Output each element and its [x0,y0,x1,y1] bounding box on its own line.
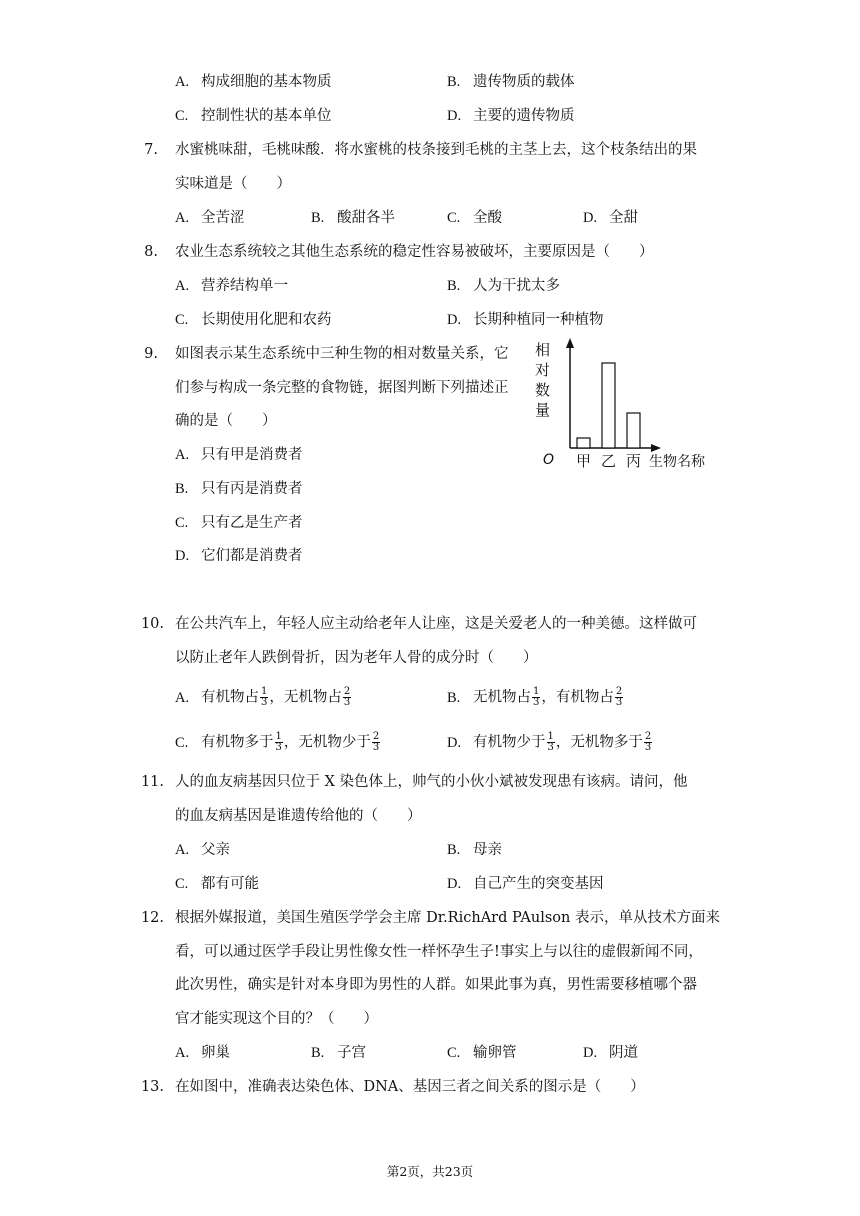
q13-stem-line-1: 在如图中，准确表达染色体、DNA、基因三者之间关系的图示是（ ） [175,1079,645,1095]
page-footer: 第2页，共23页 [386,1164,474,1179]
option-letter: D. [583,1045,598,1061]
q12-number: 12. [140,910,164,926]
q12-option-a [175,1043,230,1063]
fraction-denominator: 3 [615,697,623,708]
option-text: 母亲 [473,842,502,858]
option-text-part-1: 无机物占 [473,689,531,706]
option-text-part-2: ，无机物多于 [555,734,643,751]
option-text-part-1: 有机物多于 [201,734,274,751]
option-text: 长期种植同一种植物 [473,312,604,328]
q9-stem-line-2: 们参与构成一条完整的食物链，据图判断下列描述正 [175,380,509,396]
option-letter: C. [175,108,189,124]
option-letter: C. [175,515,189,531]
q9-option-c [175,513,303,533]
fraction-numerator: 1 [275,731,282,742]
q10-option-c [175,732,381,753]
y-axis [566,338,574,448]
option-text-part-1: 有机物占 [201,689,259,706]
category-label: 乙 [600,452,617,470]
q10-option-a [175,687,352,708]
fraction-numerator: 1 [547,731,554,742]
fraction-denominator: 3 [275,742,282,753]
q10-stem-line-1: 在公共汽车上，年轻人应主动给老年人让座，这是关爱老人的一种美德。这样做可 [175,616,697,632]
option-letter: B. [447,278,461,294]
option-text: 自己产生的突变基因 [473,876,604,892]
q8-option-b [447,276,560,296]
origin-label: O [543,452,555,468]
fraction-denominator: 3 [372,742,380,753]
option-text-part-2: ，无机物少于 [283,734,371,751]
q9-stem-line-3: 确的是（ ） [175,413,277,429]
category-label: 丙 [625,452,642,470]
fraction-denominator: 3 [533,697,540,708]
option-letter: B. [311,1045,325,1061]
option-text: 全甜 [609,210,638,226]
chart-category-labels [576,452,641,470]
option-text: 子宫 [337,1045,366,1061]
option-letter: D. [583,210,598,226]
q8-stem-line-1: 农业生态系统较之其他生态系统的稳定性容易被破坏，主要原因是（ ） [175,244,654,260]
option-text: 只有甲是消费者 [201,447,303,463]
option-letter: A. [175,278,190,294]
q10-number: 10. [140,616,164,632]
q6-option-d [447,106,575,126]
option-text: 营养结构单一 [201,278,288,294]
bar-甲 [577,438,590,448]
q11-stem-line-2: 的血友病基因是谁遗传给他的（ ） [175,808,422,824]
option-text: 全酸 [473,210,502,226]
q9-number: 9. [144,346,158,362]
fraction [615,687,623,708]
q9-bar-chart [525,338,725,478]
option-letter: D. [447,734,462,751]
q12-stem-line-2: 看，可以通过医学手段让男性像女性一样怀孕生子!事实上与以往的虚假新闻不同， [175,944,703,960]
q11-stem-line-1: 人的血友病基因只位于 X 染色体上，帅气的小伙小斌被发现患有该病。请问，他 [175,774,688,790]
option-text: 阴道 [609,1045,638,1061]
q11-option-c [175,874,259,894]
fraction [275,732,283,753]
q11-option-d [447,874,604,894]
q7-option-a [175,208,245,228]
option-text: 构成细胞的基本物质 [201,74,332,90]
option-letter: C. [175,876,189,892]
option-letter: B. [175,481,189,497]
option-text-part-2: ，无机物占 [269,689,342,706]
option-letter: A. [175,447,190,463]
option-letter: C. [175,734,189,751]
option-text: 只有乙是生产者 [201,515,303,531]
option-letter: D. [175,548,190,564]
option-letter: A. [175,210,190,226]
fraction-numerator: 2 [343,686,351,697]
q10-stem-line-2: 以防止老年人跌倒骨折，因为老年人骨的成分时（ ） [175,650,538,666]
fraction [644,732,652,753]
q10-option-d [447,732,653,753]
option-letter: C. [447,1045,461,1061]
option-text: 输卵管 [473,1045,517,1061]
option-letter: A. [175,689,190,706]
option-text-part-1: 有机物少于 [473,734,546,751]
fraction-numerator: 2 [615,686,623,697]
option-letter: A. [175,74,190,90]
fraction [343,687,351,708]
option-text: 只有丙是消费者 [201,481,303,497]
y-axis-label-char-3: 数 [535,381,551,399]
q10-option-b [447,687,624,708]
option-letter: D. [447,108,462,124]
fraction [532,687,540,708]
fraction [372,732,380,753]
y-axis-label-char-1: 相 [535,341,551,359]
fraction [547,732,555,753]
option-text: 卵巢 [201,1045,230,1061]
option-text: 它们都是消费者 [201,548,303,564]
fraction [260,687,268,708]
q12-option-d [583,1043,638,1063]
q6-option-b [447,72,575,92]
chart-bars [577,363,640,448]
category-label: 甲 [575,452,592,470]
option-text: 长期使用化肥和农药 [201,312,332,328]
q12-stem-line-1: 根据外媒报道，美国生殖医学学会主席 Dr.RichArd PAulson 表示，单从技术方面来 [175,910,720,926]
option-letter: B. [311,210,325,226]
option-letter: D. [447,876,462,892]
q11-option-a [175,840,230,860]
option-letter: B. [447,74,461,90]
fraction-numerator: 1 [533,686,540,697]
option-letter: B. [447,842,461,858]
q8-option-c [175,310,332,330]
x-axis-label: 生物名称 [649,454,705,470]
option-letter: A. [175,842,190,858]
option-letter: C. [175,312,189,328]
q12-stem-line-3: 此次男性，确实是针对本身即为男性的人群。如果此事为真，男性需要移植哪个器 [175,977,697,993]
option-text: 父亲 [201,842,230,858]
option-text: 都有可能 [201,876,259,892]
q9-option-b [175,479,303,499]
fraction-denominator: 3 [644,742,652,753]
q12-option-c [447,1043,517,1063]
q7-option-c [447,208,502,228]
q13-number: 13. [140,1079,164,1095]
option-text: 人为干扰太多 [473,278,560,294]
option-text-part-2: ，有机物占 [541,689,614,706]
q8-number: 8. [144,244,158,260]
q9-option-d [175,546,303,566]
option-text: 控制性状的基本单位 [201,108,332,124]
q7-stem-line-1: 水蜜桃味甜，毛桃味酸．将水蜜桃的枝条接到毛桃的主茎上去，这个枝条结出的果 [175,142,697,158]
bar-乙 [602,363,615,448]
q7-option-d [583,208,638,228]
q6-option-c [175,106,332,126]
fraction-numerator: 2 [372,731,380,742]
fraction-numerator: 1 [261,686,268,697]
fraction-denominator: 3 [547,742,554,753]
q11-number: 11. [140,774,164,790]
q12-option-b [311,1043,366,1063]
option-text: 主要的遗传物质 [473,108,575,124]
option-letter: A. [175,1045,190,1061]
y-axis-label-char-4: 量 [535,401,551,419]
option-letter: C. [447,210,461,226]
q12-stem-line-4: 官才能实现这个目的？（ ） [175,1011,378,1027]
option-letter: B. [447,689,461,706]
bar-丙 [627,413,640,448]
option-letter: D. [447,312,462,328]
q9-option-a [175,445,303,465]
q8-option-a [175,276,288,296]
q9-stem-line-1: 如图表示某生态系统中三种生物的相对数量关系，它 [175,346,509,362]
option-text: 酸甜各半 [337,210,395,226]
q11-option-b [447,840,502,860]
q8-option-d [447,310,604,330]
q7-number: 7. [144,142,158,158]
q7-option-b [311,208,395,228]
q7-stem-line-2: 实味道是（ ） [175,176,291,192]
fraction-denominator: 3 [343,697,351,708]
option-text: 全苦涩 [201,210,245,226]
fraction-denominator: 3 [261,697,268,708]
q6-option-a [175,72,332,92]
option-text: 遗传物质的载体 [473,74,575,90]
y-axis-label-char-2: 对 [535,361,551,379]
fraction-numerator: 2 [644,731,652,742]
